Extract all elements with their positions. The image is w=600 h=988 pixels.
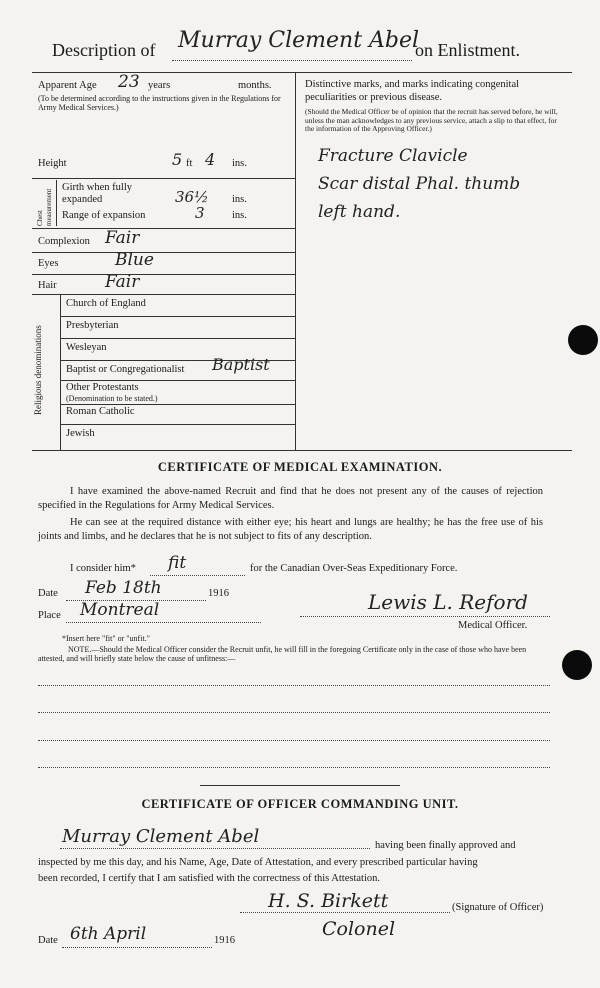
officer-signature: H. S. Birkett	[268, 890, 389, 912]
officer-text-1: having been finally approved and	[375, 840, 516, 851]
consider-prefix: I consider him*	[70, 563, 136, 574]
chest-label: Chest measurement	[36, 188, 53, 226]
divider	[60, 294, 61, 450]
divider	[32, 274, 295, 275]
fit-footnote: *Insert here "fit" or "unfit."	[62, 634, 150, 643]
ins-label: ins.	[232, 194, 247, 205]
marks-note: (Should the Medical Officer be of opinion that the recruit has served before, he will, unless the man acknowledges to any previous service, attach a slip to that effect, for the information of the Approving Officer.)	[305, 107, 558, 133]
hair-label: Hair	[38, 280, 57, 291]
date-label: Date	[38, 588, 58, 599]
divider	[300, 616, 550, 617]
complexion-value: Fair	[105, 228, 140, 248]
range-value: 3	[195, 204, 205, 222]
header-prefix: Description of	[52, 40, 156, 60]
divider	[60, 848, 370, 849]
height-label: Height	[38, 158, 67, 169]
officer-date-year: 1916	[214, 935, 235, 946]
place-label: Place	[38, 610, 61, 621]
marks-line: Fracture Clavicle	[318, 146, 468, 166]
marks-line: Scar distal Phal. thumb	[318, 174, 521, 194]
blank-line	[38, 685, 550, 686]
height-feet: 5	[172, 150, 183, 169]
consider-suffix: for the Canadian Over-Seas Expeditionary Force.	[250, 563, 458, 574]
hair-value: Fair	[105, 272, 140, 292]
officer-text-2: inspected by me this day, and his Name, Age, Date of Attestation, and every prescribed particular having	[38, 857, 478, 868]
divider	[32, 72, 572, 73]
years-label: years	[148, 80, 171, 91]
punch-hole	[562, 650, 592, 680]
officer-rank: Colonel	[322, 918, 396, 940]
ins-label: ins.	[232, 210, 247, 221]
blank-line	[38, 712, 550, 713]
divider	[60, 338, 295, 339]
place-value: Montreal	[80, 600, 160, 620]
girth-value: 36½	[175, 188, 209, 206]
exam-date-value: Feb 18th	[85, 578, 162, 598]
divider	[62, 947, 212, 948]
divider	[60, 404, 295, 405]
divider	[32, 178, 295, 179]
religion-group-label: Religious denominations	[33, 325, 43, 415]
divider	[32, 252, 295, 253]
officer-date-value: 6th April	[70, 924, 147, 944]
range-label: Range of expansion	[62, 210, 146, 221]
age-value: 23	[118, 72, 140, 92]
officer-recruit-name: Murray Clement Abel	[62, 826, 260, 847]
officer-signature-label: (Signature of Officer)	[452, 902, 544, 913]
religion-option: Church of England	[66, 298, 146, 309]
girth-label: Girth when fully expanded	[62, 182, 132, 205]
ins-label: ins.	[232, 158, 247, 169]
ft-label: ft	[186, 158, 193, 169]
header-recruit-name: Murray Clement Abel	[178, 28, 420, 53]
header-suffix: on Enlistment.	[415, 40, 520, 60]
divider	[150, 575, 245, 576]
officer-text-3: been recorded, I certify that I am satisfied with the correctness of this Attestation.	[38, 873, 381, 884]
blank-line	[38, 740, 550, 741]
divider	[66, 622, 261, 623]
divider	[200, 785, 400, 786]
blank-line	[38, 767, 550, 768]
religion-value: Baptist	[212, 355, 270, 374]
apparent-age-label: Apparent Age	[38, 80, 97, 91]
religion-option: Other Protestants	[66, 382, 139, 393]
divider	[295, 72, 296, 450]
medical-officer-signature: Lewis L. Reford	[368, 590, 528, 614]
religion-option: Baptist or Congregationalist	[66, 364, 185, 375]
medical-para-2: He can see at the required distance with either eye; his heart and lungs are healthy; he has the free use of his joints and limbs, and he declares that he is not subject to fits of any description.	[38, 517, 543, 542]
consider-value: fit	[168, 553, 187, 573]
marks-line: left hand.	[318, 202, 401, 222]
months-label: months.	[238, 80, 272, 91]
divider	[60, 316, 295, 317]
divider	[60, 380, 295, 381]
eyes-label: Eyes	[38, 258, 59, 269]
divider	[60, 424, 295, 425]
height-inches: 4	[205, 150, 216, 169]
complexion-label: Complexion	[38, 236, 90, 247]
officer-date-label: Date	[38, 935, 58, 946]
eyes-value: Blue	[115, 250, 154, 270]
medical-para-1: I have examined the above-named Recruit and find that he does not present any of the causes of rejection specified in the Regulations for Army Medical Services.	[38, 486, 543, 511]
religion-option: Wesleyan	[66, 342, 107, 353]
medical-officer-label: Medical Officer.	[458, 620, 528, 631]
religion-option: Presbyterian	[66, 320, 119, 331]
religion-option: Jewish	[66, 428, 95, 439]
punch-hole	[568, 325, 598, 355]
marks-heading: Distinctive marks, and marks indicating congenital peculiarities or previous disease.	[305, 79, 520, 103]
medical-title: CERTIFICATE OF MEDICAL EXAMINATION.	[157, 460, 443, 474]
divider	[240, 912, 450, 913]
other-protestants-note: (Denomination to be stated.)	[66, 394, 158, 403]
divider	[172, 60, 412, 61]
divider	[32, 228, 295, 229]
religion-option: Roman Catholic	[66, 406, 135, 417]
officer-title: CERTIFICATE OF OFFICER COMMANDING UNIT.	[141, 797, 459, 811]
divider	[32, 450, 572, 451]
unfit-note: NOTE.—Should the Medical Officer consider the Recruit unfit, he will fill in the foregoing Certificate only in the case of those who have been attested, and will briefly state below the cause of unfitness:—	[38, 645, 527, 663]
age-note: (To be determined according to the instructions given in the Regulations for Army Medical Services.)	[38, 94, 281, 112]
exam-year: 1916	[208, 588, 229, 599]
divider	[32, 294, 295, 295]
divider	[56, 180, 57, 226]
